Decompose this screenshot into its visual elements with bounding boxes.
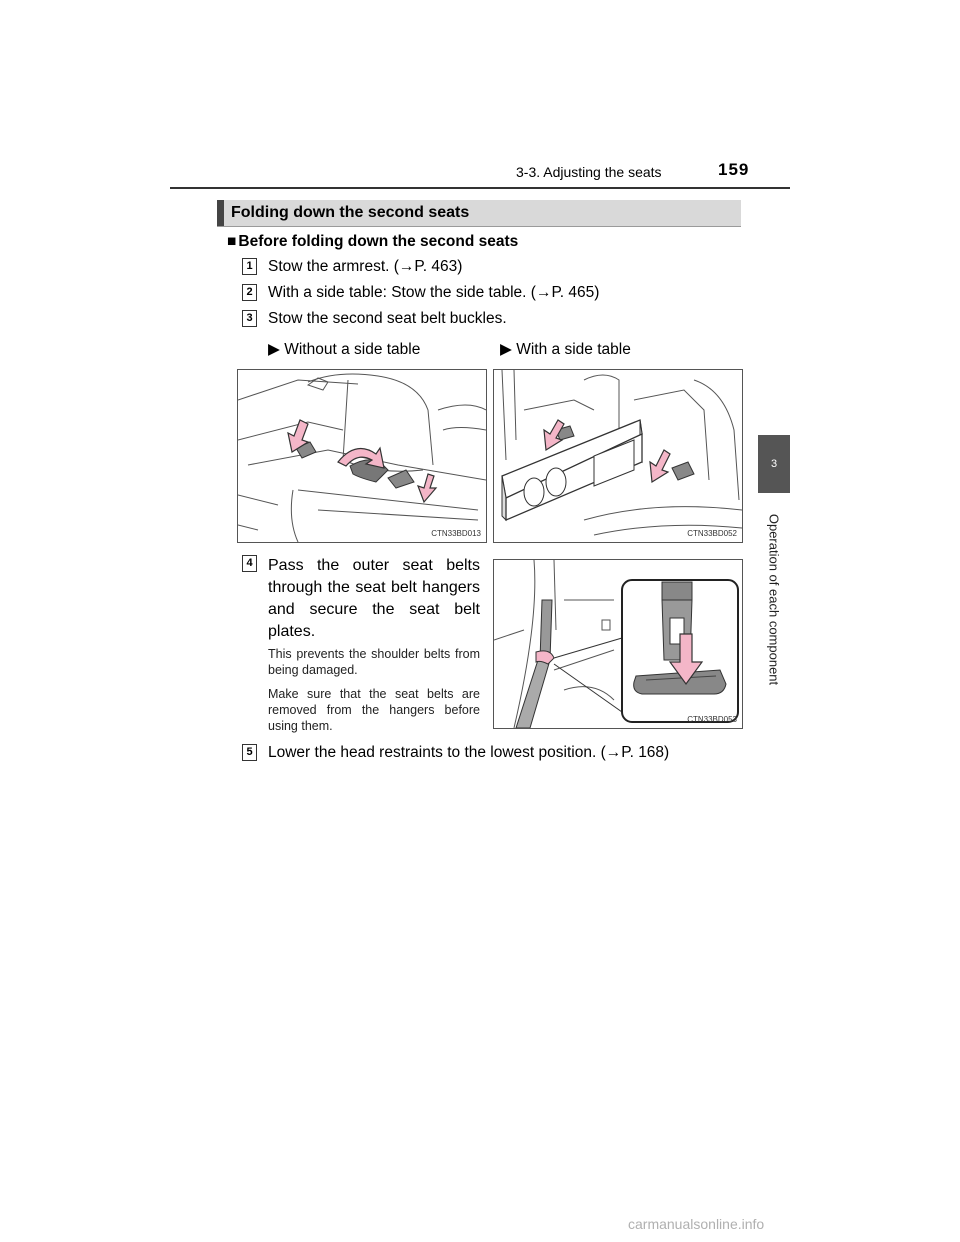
step-text-2: With a side table: Stow the side table. (→P. 465) [268,284,600,301]
step-text-1: Stow the armrest. (→P. 463) [268,258,463,275]
subheading-text: Before folding down the second seats [238,233,519,250]
watermark: carmanualsonline.info [628,1216,765,1232]
step-number-3: 3 [242,310,257,327]
section-title-bar [217,200,741,227]
chapter-number: 3 [770,458,778,470]
image-code-left: CTN33BD013 [431,529,481,538]
step-number-5: 5 [242,744,257,761]
chapter-side-label [760,500,788,700]
image-code-belt: CTN33BD053 [687,715,737,724]
section-title: Folding down the second seats [231,204,470,221]
belt-drawing [494,560,742,728]
step-number-1: 1 [242,258,257,275]
note-2: Make sure that the seat belts are removed from the hangers before using them. [268,687,480,733]
note-1: This prevents the shoulder belts from being damaged. [268,647,480,677]
subheading [227,233,518,251]
subheading-marker: ■ [227,233,237,250]
illustration-seat-belt-hanger [493,559,743,729]
illustration-without-side-table [237,369,487,543]
step-text-4: Pass the outer seat belts through the seat belt hangers and secure the seat belt plates. [268,557,480,640]
caption-without-side-table: ▶ Without a side table [268,341,421,358]
seat-drawing-left [238,370,486,542]
step-text-3: Stow the second seat belt buckles. [268,310,507,327]
page-number: 159 [718,160,750,179]
step-text-5: Lower the head restraints to the lowest position. (→P. 168) [268,744,670,761]
section-bar-accent [217,200,224,226]
step-number-2: 2 [242,284,257,301]
illustration-with-side-table [493,369,743,543]
step-number-4: 4 [242,555,257,572]
caption-with-side-table: ▶ With a side table [500,341,631,358]
chapter-tab [758,435,790,493]
image-code-right: CTN33BD052 [687,529,737,538]
header-section-title: 3-3. Adjusting the seats [516,164,662,180]
seat-drawing-right [494,370,742,542]
header-rule [170,187,790,189]
chapter-title: Operation of each component [766,513,782,686]
